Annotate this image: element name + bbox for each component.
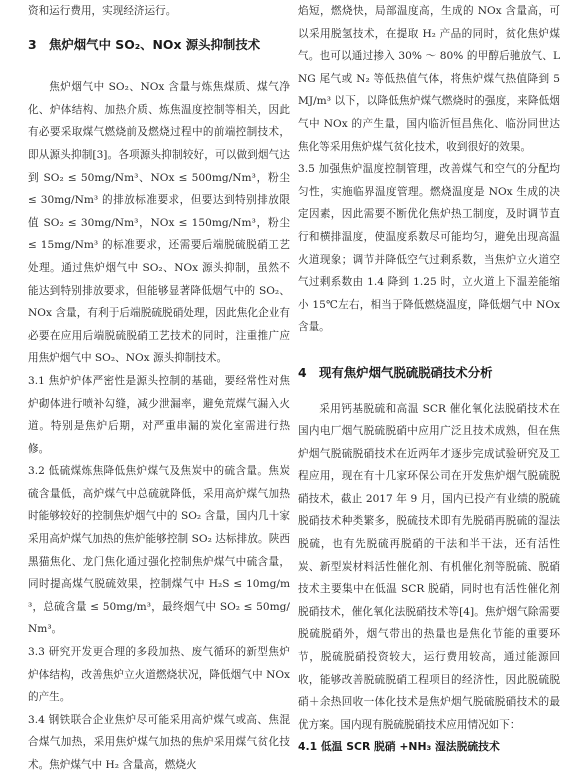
section-4-paragraph: 采用钙基脱硫和高温 SCR 催化氧化法脱硝技术在国内电厂烟气脱硫脱硝中应用广泛且技术成熟，但在焦炉烟气脱硫脱硝技术在近两年才逐步完成试验研究及工程应用，现在有十几家环保公司在开发焦炉烟气脱硫脱硝技术，截止 2017 年 9 月，国内已投产有业绩的脱硫脱硝技术种类繁多，脱硫技术即有先脱硝再脱硫的湿法脱硫，也有先脱硫再脱硝的干法和半干法，还有活性炭、新型炭材料活性催化剂、有机催化剂等脱硫、脱硝技术主要集中在低温 SCR 脱硝，同时也有活性催化剂脱硝技术，催化氧化法脱硝技术等[4]。焦炉烟气除需要脱硫脱硝外，烟气带出的热量也是焦化节能的重要环节，脱硫脱硝投资较大，运行费用较高，通过能源回收，能够改善脱硫脱硝工程项目的经济性，因此脱硫脱硝＋余热回收一体化技术是焦炉烟气脱硫脱硝技术的最优方案。国内现有脱硫脱硝技术应用情况如下： [298,402,560,731]
right-column [298,0,560,759]
section-3-heading: 3 焦炉烟气中 SO₂、NOx 源头抑制技术 [28,36,261,52]
section-3-paragraph: 焦炉烟气中 SO₂、NOx 含量与炼焦煤质、煤气净化、炉体结构、加热介质、炼焦温度控制等相关，因此有必要采取煤气燃烧前及燃烧过程中的前端控制技术，即从源头抑制[3]。各项源头抑制较好，可以做到烟气达到 SO₂ ≤ 50mg/Nm³、NOx ≤ 500mg/Nm³，粉尘 ≤ 30mg/Nm³ 的排放标准要求，但要达到特别排放限值 SO₂ ≤ 30mg/Nm³，NOx ≤ 150mg/Nm³，粉尘 ≤ 15mg/Nm³ 的标准要求，还需要后端脱硫脱硝工艺处理。通过焦炉烟气中 SO₂、NOx 源头抑制，虽然不能达到特别排放要求，但能够显著降低烟气中的 SO₂、NOx 含量，有利于后端脱硫脱硝处理，因此焦化企业有必要在应用后端脱硫脱硝工艺技术的同时，注重推广应用焦炉烟气中 SO₂、NOx 源头抑制技术。 [28,81,290,365]
item-3-2: 3.2 低硫煤炼焦降低焦炉煤气及焦炭中的硫含量。焦炭硫含量低，高炉煤气中总硫就降低，采用高炉煤气加热时能够较好的控制焦炉烟气中的 SO₂ 含量，国内几十家采用高炉煤气加热的焦炉能够控制 SO₂ 达标排放。陕西黑猫焦化、龙门焦化通过强化控制焦炉煤气中硫含量，同时提高煤气脱硫效果，控制煤气中 H₂S ≤ 10mg/m³，总硫含量 ≤ 50mg/m³，最终烟气中 SO₂ ≤ 50mg/Nm³。 [28,465,290,636]
left-column [28,0,290,777]
right-continuation-text: 焰短，燃烧快，局部温度高，生成的 NOx 含量高，可以采用脱氢技术，在提取 H₂ 产品的同时，贫化焦炉煤气。也可以通过掺入 30% ～ 80% 的甲醇后驰放气、LNG 尾气或 N₂ 等低热值气体，将焦炉煤气热值降到 5MJ/m³ 以下，以降低焦炉煤气燃烧时的强度，来降低烟气中 NOx 的产生量，国内临沂恒昌焦化、临汾同世达焦化等采用焦炉煤气贫化技术，收到很好的效果。 [298,5,560,153]
section-4-heading: 4 现有焦炉烟气脱硫脱硝技术分析 [298,364,493,380]
item-3-3: 3.3 研究开发更合理的多段加热、废气循环的新型焦炉炉体结构，改善焦炉立火道燃烧状况，降低烟气中 NOx 的产生。 [28,646,290,704]
left-continuation-text: 资和运行费用，实现经济运行。 [28,5,177,17]
item-3-5: 3.5 加强焦炉温度控制管理，改善煤气和空气的分配均匀性，实施临界温度管理。燃烧温度是 NOx 生成的决定因素，因此需要不断优化焦炉热工制度，及时调节直行和横排温度，使温度系数尽可能均匀，避免出现高温火道现象；调节并降低空气过剩系数，当焦炉立火道空气过剩系数由 1.4 降到 1.25 时，立火道上下温差能缩小 15℃左右，相当于降低燃烧温度，降低烟气中 NOx 含量。 [298,163,560,334]
subsection-4-1-heading: 4.1 低温 SCR 脱硝 +NH₃ 湿法脱硫技术 [298,740,500,754]
item-3-1: 3.1 焦炉炉体严密性是源头控制的基础，要经常性对焦炉砌体进行喷补勾缝，减少泄漏率，避免荒煤气漏入火道。特别是焦炉后期，对严重串漏的炭化室需进行热修。 [28,374,290,455]
item-3-4: 3.4 钢铁联合企业焦炉尽可能采用高炉煤气或高、焦混合煤气加热，采用焦炉煤气加热的焦炉采用煤气贫化技术。焦炉煤气中 H₂ 含量高，燃烧火 [28,713,290,771]
